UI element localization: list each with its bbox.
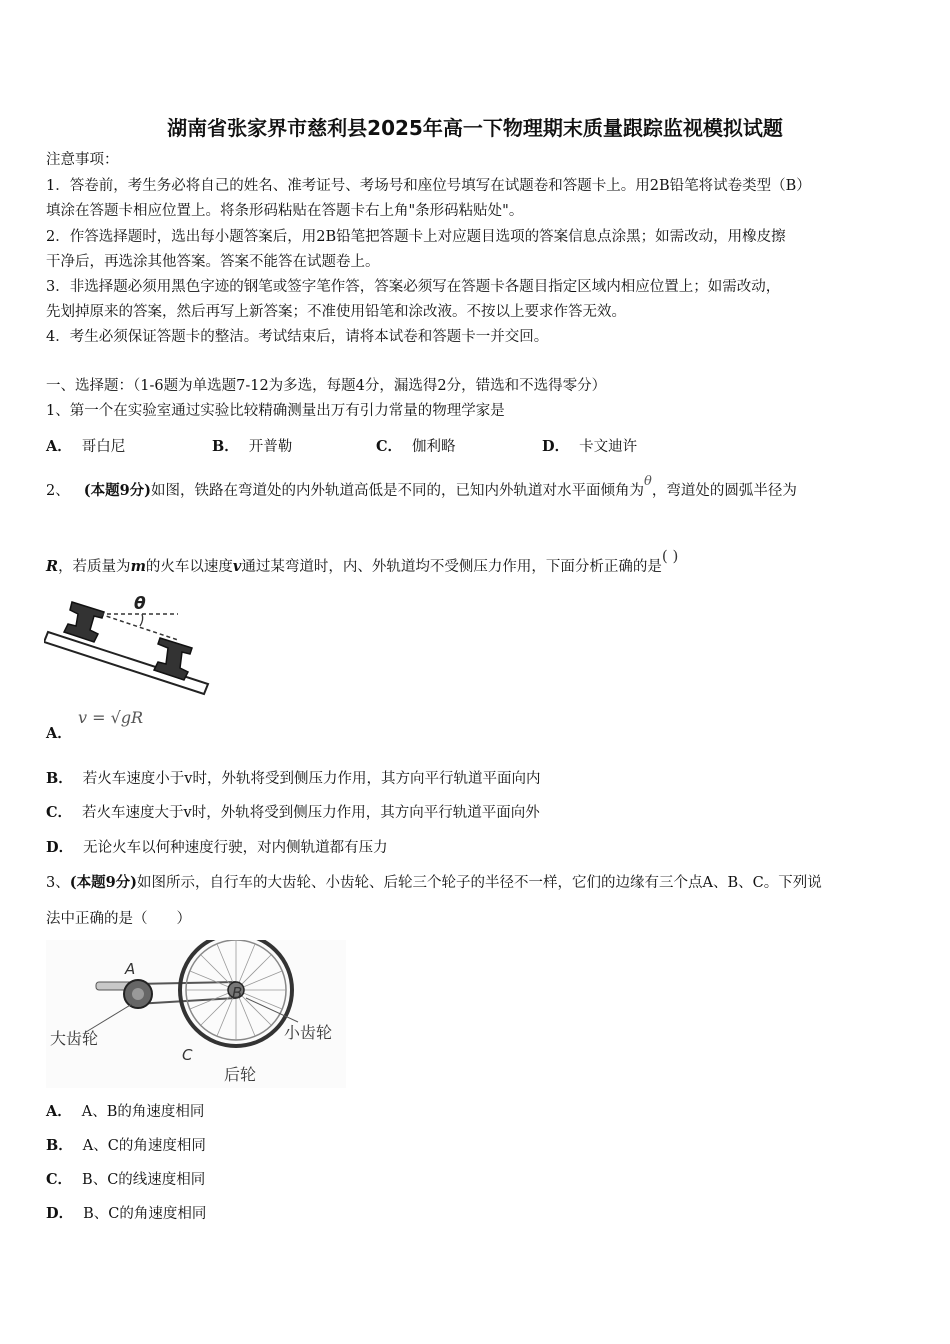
track-bed: [44, 632, 208, 694]
q2-stem-line1: 2、 (本题9分)如图，铁路在弯道处的内外轨道高低是不同的，已知内外轨道对水平面倾角为θ，弯道处的圆弧半径为: [46, 474, 797, 499]
q2-option-d[interactable]: D． 无论火车以何种速度行驶，对内侧轨道都有压力: [46, 839, 388, 856]
theta-symbol: θ: [644, 474, 652, 489]
q2-option-a-formula: v = √gR: [78, 708, 144, 727]
page-title: 湖南省张家界市慈利县2025年高一下物理期末质量跟踪监视模拟试题: [167, 116, 783, 140]
q2-stem-line2: R，若质量为m的火车以速度v通过某弯道时，内、外轨道均不受侧压力作用，下面分析正确的是( ): [46, 547, 679, 575]
label-rear-wheel: 后轮: [224, 1065, 257, 1084]
notice-line: 4．考生必须保证答题卡的整洁。考试结束后，请将本试卷和答题卡一并交回。: [46, 329, 549, 345]
outer-rail: [64, 602, 104, 642]
label-c: C: [182, 1046, 193, 1064]
notice-line: 1．答卷前，考生务必将自己的姓名、准考证号、考场号和座位号填写在试题卷和答题卡上。用2B铅笔将试卷类型（B）: [46, 178, 811, 194]
figure-background: [46, 940, 346, 1088]
label-b: B: [232, 984, 243, 1002]
bicycle-drive-figure: [46, 940, 346, 1088]
inclined-line: [100, 614, 178, 640]
q3-stem-line2: 法中正确的是（ ）: [46, 911, 191, 927]
answer-blank: ( ): [661, 547, 679, 565]
notice-heading: 注意事项：: [46, 152, 119, 168]
notice-line: 先划掉原来的答案，然后再写上新答案；不准使用铅笔和涂改液。不按以上要求作答无效。: [46, 304, 626, 320]
q3-option-c[interactable]: C． B、C的线速度相同: [46, 1171, 206, 1188]
q3-option-d[interactable]: D． B、C的角速度相同: [46, 1205, 207, 1222]
q1-options: [46, 435, 906, 457]
notice-line: 2．作答选择题时，选出每小题答案后，用2B铅笔把答题卡上对应题目选项的答案信息点涂黑；如需改动，用橡皮擦: [46, 229, 786, 245]
q1-option-c[interactable]: C． 伽利略: [376, 438, 456, 455]
label-a: A: [125, 960, 136, 978]
q3-option-b[interactable]: B． A、C的角速度相同: [46, 1137, 206, 1154]
label-small-gear: 小齿轮: [284, 1023, 333, 1042]
q2-option-a[interactable]: A．: [46, 725, 72, 742]
banked-track-figure: [44, 596, 210, 698]
notice-line: 填涂在答题卡相应位置上。将条形码粘贴在答题卡右上角"条形码粘贴处"。: [46, 203, 524, 219]
q3-option-a[interactable]: A． A、B的角速度相同: [46, 1103, 205, 1120]
figure-theta-label: θ: [134, 596, 146, 614]
q2-option-c[interactable]: C． 若火车速度大于v时，外轨将受到侧压力作用，其方向平行轨道平面向外: [46, 804, 540, 821]
q3-stem-line1: 3、(本题9分)如图所示，自行车的大齿轮、小齿轮、后轮三个轮子的半径不一样，它们的边缘有三个点A、B、C。下列说: [46, 874, 822, 891]
notice-line: 干净后，再选涂其他答案。答案不能答在试题卷上。: [46, 254, 380, 270]
q1-option-b[interactable]: B． 开普勒: [212, 438, 293, 455]
section-heading: 一、选择题：（1-6题为单选题7-12为多选，每题4分，漏选得2分，错选和不选得零分）: [46, 378, 607, 394]
big-gear-hub: [132, 988, 144, 1000]
q1-stem: 1、第一个在实验室通过实验比较精确测量出万有引力常量的物理学家是: [46, 403, 505, 419]
q1-option-d[interactable]: D． 卡文迪许: [542, 438, 638, 455]
angle-arc: [140, 614, 143, 626]
label-big-gear: 大齿轮: [50, 1029, 99, 1048]
q2-option-b[interactable]: B． 若火车速度小于v时，外轨将受到侧压力作用，其方向平行轨道平面向内: [46, 770, 541, 787]
notice-line: 3．非选择题必须用黑色字迹的钢笔或签字笔作答，答案必须写在答题卡各题目指定区域内相应位置上；如需改动，: [46, 279, 781, 295]
q1-option-a[interactable]: A． 哥白尼: [46, 438, 126, 455]
